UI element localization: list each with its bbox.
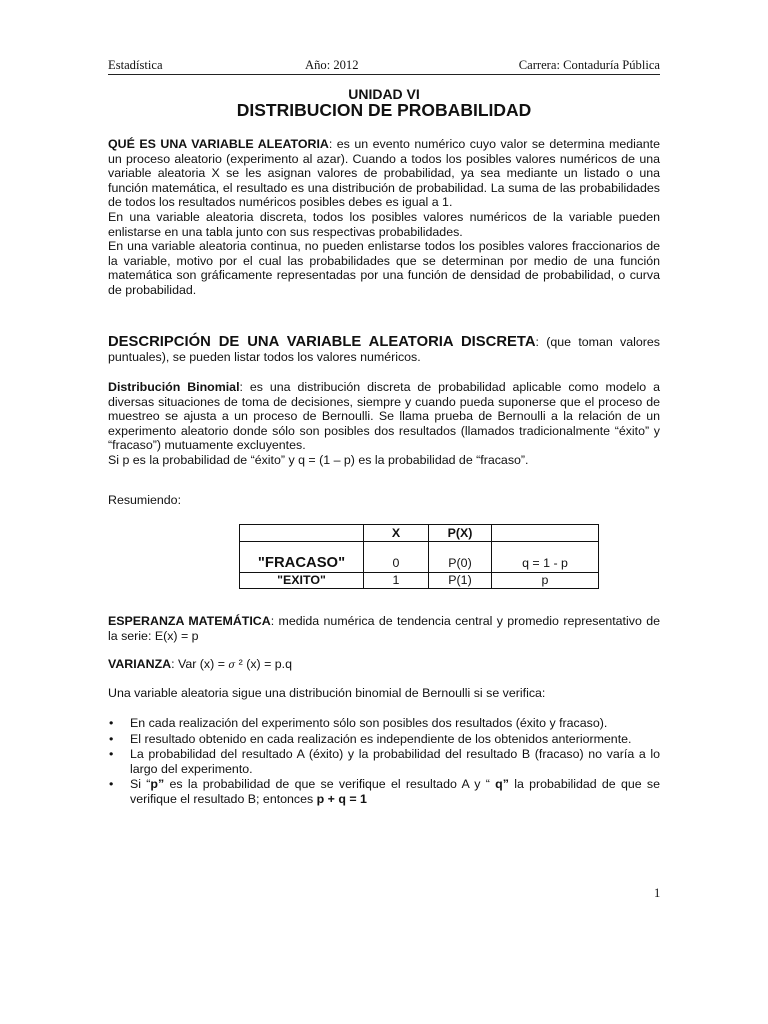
table-header-cell: P(X)	[429, 525, 492, 542]
section-heading-variance: VARIANZA	[108, 657, 172, 671]
page-number: 1	[654, 886, 661, 900]
table-row	[240, 542, 599, 573]
list-item-text: q”	[495, 777, 509, 792]
list-item-text: la probabilidad de que se verifique el resultado B; entonces	[130, 777, 660, 806]
table-header-row	[240, 525, 599, 542]
bullet-icon: •	[109, 747, 114, 762]
header-subject: Estadística	[108, 58, 163, 72]
section-random-variable	[108, 137, 660, 298]
bernoulli-intro: Una variable aleatoria sigue una distribución binomial de Bernoulli si se verifica:	[108, 686, 546, 700]
list-item	[108, 716, 660, 731]
list-item-text: es la probabilidad de que se verifique el resultado A y “	[164, 777, 496, 792]
list-item-text: p + q = 1	[316, 791, 367, 806]
paragraph-text: En una variable aleatoria continua, no pueden enlistarse todos los posibles valores fraccionarios de la variable, motivo por el cual las probabilidades que se determinan por medio de una función matemática son gráficamente representadas por una función de densidad de probabilidad, o curva de probabilidad.	[108, 239, 660, 297]
table-cell: P(0)	[429, 542, 492, 573]
table-cell: P(1)	[429, 573, 492, 589]
list-item-text: El resultado obtenido en cada realización es independiente de los obtenidos anteriormente.	[130, 731, 632, 746]
paragraph-text: : es un evento numérico cuyo valor se determina mediante un proceso aleatorio (experimento al azar). Cuando a todos los posibles valores numéricos de una variable aleatoria X se les asignan valores de probabilidad, ya sea mediante un listado o una función matemática, el resultado es una distribución de probabilidad. La suma de las probabilidades de todos los resultados numéricos posibles debes es igual a 1.	[108, 137, 660, 210]
table-header-cell	[492, 525, 599, 542]
bullet-icon: •	[109, 716, 114, 730]
table-cell: p	[492, 573, 599, 589]
paragraph-text: : es una distribución discreta de probabilidad aplicable como modelo a diversas situaciones de toma de decisiones, siempre y cuando pueda suponerse que el proceso de muestreo se ajusta a un proceso de Bernoulli. Se llama prueba de Bernoulli a la relación de un experimento aleatorio donde sólo son posibles dos resultados (llamados tradicionalmente “éxito” y “fracaso”) mutuamente excluyentes.	[108, 380, 660, 453]
main-title: DISTRIBUCION DE PROBABILIDAD	[236, 100, 532, 120]
table-row	[240, 573, 599, 589]
list-item-text: p”	[150, 777, 165, 792]
page-header	[108, 58, 660, 75]
unit-title: UNIDAD VI	[348, 86, 420, 102]
table-cell: 1	[364, 573, 429, 589]
section-heading-expectation: ESPERANZA MATEMÁTICA	[108, 614, 271, 628]
section-heading-discrete: DESCRIPCIÓN DE UNA VARIABLE ALEATORIA DISCRETA	[108, 334, 536, 350]
sigma-symbol: σ	[228, 660, 236, 671]
table-cell: 0	[364, 542, 429, 573]
section-discrete-variable	[108, 335, 660, 364]
table-cell: "FRACASO"	[240, 542, 364, 573]
bullet-icon: •	[109, 777, 114, 792]
table-header-cell	[240, 525, 364, 542]
paragraph-text: Si p es la probabilidad de “éxito” y q = (1 – p) es la probabilidad de “fracaso”.	[108, 452, 529, 467]
table-cell: q = 1 - p	[492, 542, 599, 573]
section-variance	[108, 657, 660, 674]
section-heading-binomial: Distribución Binomial	[108, 380, 240, 394]
list-item	[108, 732, 660, 747]
paragraph-text: ² (x) = p.q	[235, 657, 293, 671]
table-cell: "EXITO"	[240, 573, 364, 589]
paragraph-text: : medida numérica de tendencia central y promedio representativo de la serie: E(x) = p	[108, 614, 660, 643]
section-heading-random-variable: QUÉ ES UNA VARIABLE ALEATORIA	[108, 137, 329, 151]
list-item-text: La probabilidad del resultado A (éxito) y la probabilidad del resultado B (fracaso) no varía a lo largo del experimento.	[130, 747, 660, 776]
list-item	[108, 777, 660, 806]
bullet-icon: •	[109, 731, 114, 746]
section-binomial	[108, 380, 660, 468]
section-expectation	[108, 614, 660, 643]
list-item-text: En cada realización del experimento sólo son posibles dos resultados (éxito y fracaso).	[130, 716, 608, 730]
list-item-text: Si “	[130, 777, 151, 792]
table-header-cell: X	[364, 525, 429, 542]
list-item	[108, 747, 660, 776]
header-year: Año: 2012	[305, 58, 359, 72]
bernoulli-conditions-list	[108, 716, 660, 808]
header-career: Carrera: Contaduría Pública	[518, 58, 660, 72]
summary-label: Resumiendo:	[108, 493, 182, 507]
paragraph-text: : (que toman valores puntuales), se pueden listar todos los valores numéricos.	[108, 335, 660, 364]
paragraph-text: En una variable aleatoria discreta, todos los posibles valores numéricos de la variable pueden enlistarse en una tabla junto con sus respectivas probabilidades.	[108, 209, 660, 239]
paragraph-text: : Var (x) =	[171, 657, 229, 671]
summary-table	[239, 524, 599, 589]
